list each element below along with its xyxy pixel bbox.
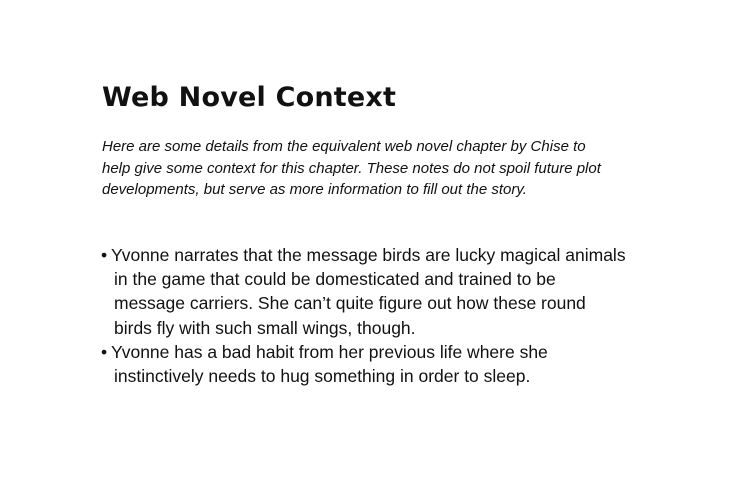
note-line: in the game that could be domesticated and trained to be xyxy=(114,269,556,290)
note-line: birds fly with such small wings, though. xyxy=(114,317,416,338)
note-text: Yvonne narrates that the message birds are lucky magical animals xyxy=(111,245,626,265)
intro-line: developments, but serve as more information to fill out the story. xyxy=(102,181,527,198)
note-item xyxy=(101,340,626,388)
notes-list xyxy=(101,243,626,388)
bullet-marker: • xyxy=(101,245,108,265)
bullet-marker: • xyxy=(101,341,108,362)
note-item xyxy=(101,243,626,340)
intro-line: Here are some details from the equivalent web novel chapter by Chise to xyxy=(102,138,586,155)
note-line: instinctively needs to hug something in order to sleep. xyxy=(114,366,531,387)
intro-line: help give some context for this chapter. These notes do not spoil future plot xyxy=(102,159,601,177)
page-title: Web Novel Context xyxy=(102,82,397,113)
note-text: Yvonne has a bad habit from her previous life where she xyxy=(111,341,548,362)
note-line xyxy=(101,340,626,364)
intro-paragraph xyxy=(102,136,642,201)
note-line: message carriers. She can’t quite figure out how these round xyxy=(114,293,586,314)
note-line xyxy=(101,243,626,267)
